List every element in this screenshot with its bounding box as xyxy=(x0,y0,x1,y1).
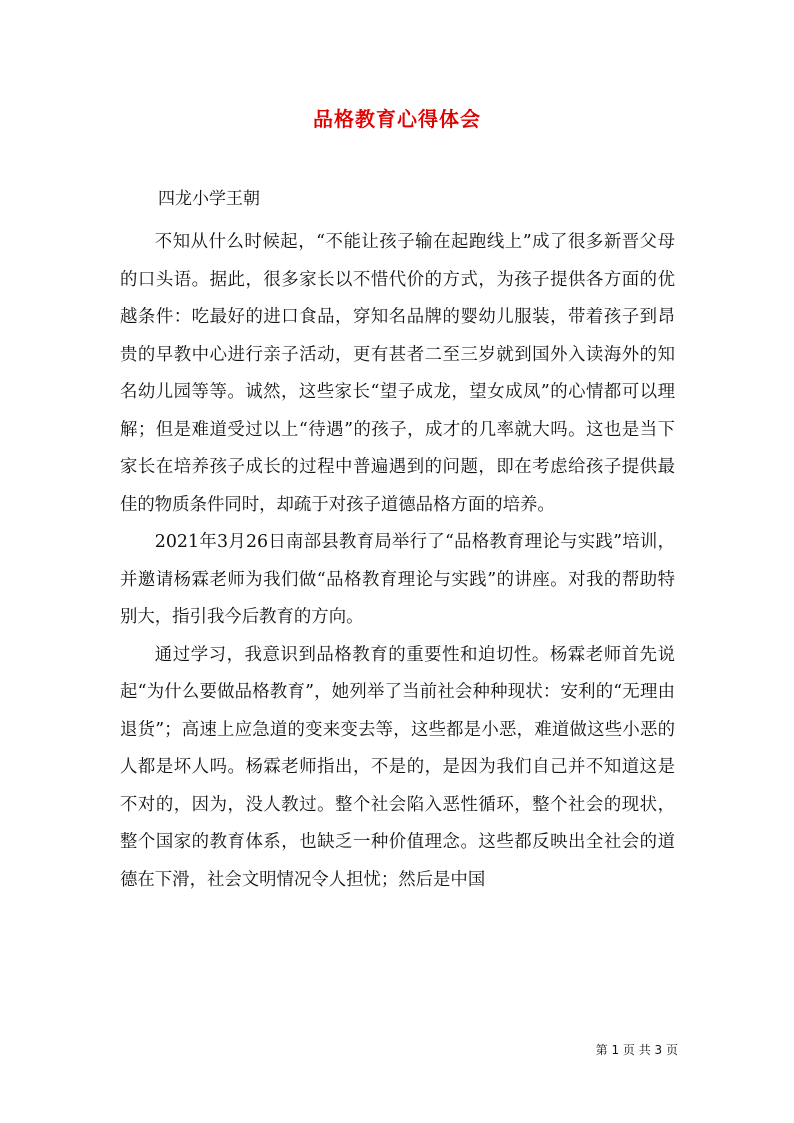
paragraph: 不知从什么时候起，“不能让孩子输在起跑线上”成了很多新晋父母的口头语。据此，很多家长以不惜代价的方式，为孩子提供各方面的优越条件：吃最好的进口食品，穿知名品牌的婴幼儿服装，带着孩子到昂贵的早教中心进行亲子活动，更有甚者二至三岁就到国外入读海外的知名幼儿园等等。诚然，这些家长“望子成龙，望女成凤”的心情都可以理解；但是难道受过以上“待遇”的孩子，成才的几率就大吗。这也是当下家长在培养孩子成长的过程中普遍遇到的问题，即在考虑给孩子提供最佳的物质条件同时，却疏于对孩子道德品格方面的培养。 xyxy=(120,232,675,515)
document-body xyxy=(120,224,675,899)
page-number-footer: 第 1 页 共 3 页 xyxy=(595,1043,678,1057)
author-line: 四龙小学王朝 xyxy=(158,189,260,209)
paragraph: 2021年3月26日南部县教育局举行了“品格教育理论与实践”培训，并邀请杨霖老师为我们做“品格教育理论与实践”的讲座。对我的帮助特别大，指引我今后教育的方向。 xyxy=(120,532,675,627)
document-title: 品格教育心得体会 xyxy=(313,107,481,131)
paragraph: 通过学习，我意识到品格教育的重要性和迫切性。杨霖老师首先说起“为什么要做品格教育”，她列举了当前社会种种现状：安利的“无理由退货”；高速上应急道的变来变去等，这些都是小恶，难道做这些小恶的人都是坏人吗。杨霖老师指出，不是的，是因为我们自己并不知道这是不对的，因为，没人教过。整个社会陷入恶性循环，整个社会的现状，整个国家的教育体系，也缺乏一种价值理念。这些都反映出全社会的道德在下滑，社会文明情况令人担忧；然后是中国 xyxy=(120,644,675,890)
